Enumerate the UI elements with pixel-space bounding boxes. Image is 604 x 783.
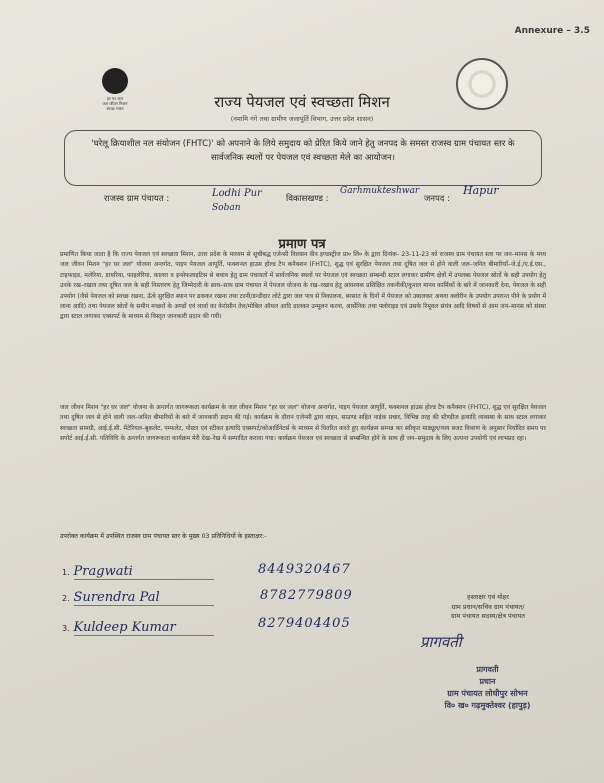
district-value: Hapur bbox=[463, 184, 499, 197]
rep-phone: 8449320467 bbox=[258, 562, 351, 577]
water-drop-icon bbox=[102, 68, 128, 94]
gram-panchayat-value-2: Soban bbox=[212, 203, 241, 213]
representative-row bbox=[62, 620, 214, 636]
rep-phone: 8782779809 bbox=[260, 588, 353, 603]
rep-signature: Kuldeep Kumar bbox=[74, 620, 214, 636]
representative-row bbox=[62, 564, 214, 580]
gram-panchayat-value: Lodhi Pur bbox=[212, 188, 262, 199]
signatory-label: हस्ताक्षर एवं मोहर ग्राम प्रधान/सचिव ग्राम पंचायत/ ग्राम पंचायत सदस्य/क्षेत्र पंचायत bbox=[451, 593, 525, 620]
certificate-paragraph-1: प्रमाणित किया जाता है कि राज्य पेयजल एवं स्वच्छता मिशन, उत्तर प्रदेश के माध्यम से सूचीबद्ध एजेन्सी विलसन वीन इण्डस्ट्रीज प्रा० लि० के द्वारा दिनांक- 23-11-23 को राजस्व ग्राम पंचायत स्तर पर जन–मानस के मध्य जल जीवन मिशन "हर घर जल" योजना अन्तर्गत, पाइप पेयजल आपूर्ति, फक्शनल हाउस होल्ड टैप कनैक्शन (FHTC), शुद्ध एवं सुरक्षित पेयजल तथा दूषित जल से होने वाली जल–जनित बीमारियाँ–जे.ई./ए.ई.एस., टाइफाइड, मलेरिया, डायरिया, फाइलेरिया, कालरा व इन्सेफलाइटिस से बचाव हेतु ग्राम पंचायतों में सार्वजनिक स्थलों पर पेयजल एवं स्वच्छता सम्बन्धी स्टाल लगाकर ग्रामीण क्षेत्रों में उपलब्ध पेयजल स्रोतों के सही उपयोग हेतु उनके रख–रखाव तथा दूषित जल के सही निस्तारण हेतु जिम्मेदारी के साथ–साथ ग्राम पंचायत में पेयजल योजना के रख–रखाव हेतु आवश्यक प्रशिक्षित तकनीकी/कुशल मानव कार्मिकों के बारे में जानकारी देना, पेयजल के सही उपयोग (जैसे पेयजल को स्वच्छ रखना, ऊँचे सुरक्षित स्थान पर ढककर रखना तथा टरनी/डन्डीदार लोटे द्वारा जल पात्र से निकालना, बरसात के दिनों में पेयजल को उबालकर अथवा क्लोरीन के उपयोग उपरान्त पीने के प्रयोग में लाना आदि) तथा पेयजल स्रोतों के समीप मच्छरों के अण्डों एवं लार्वा का केरोसीन तेल/मोबिल ऑयल आदि डालकर उन्मूलन करना, आर्सेनिक तथा फ्लोराइड एवं उसके रिमूवल संयंत्र आदि विषयों से आम जन–मानस को संस्था द्वारा स्टाल लगाकर एक्सपर्ट के माध्यम से विस्तृत जानकारी प्रदान की गयी। bbox=[60, 251, 546, 321]
rep-index: 2. bbox=[62, 594, 70, 603]
representatives-intro: उपरोक्त कार्यक्रम में उपस्थित राजस्व ग्राम पंचायत स्तर के मुख्य 03 प्रतिनिधियों के हस्ताक्षर:- bbox=[60, 533, 267, 540]
certificate-title: प्रमाण पत्र bbox=[278, 237, 326, 252]
rep-phone: 8279404405 bbox=[258, 616, 351, 631]
block-value: Garhmukteshwar bbox=[340, 186, 420, 196]
district-label: जनपद : bbox=[424, 194, 450, 204]
rep-index: 3. bbox=[62, 624, 70, 633]
rep-signature: Surendra Pal bbox=[74, 590, 214, 606]
rep-index: 1. bbox=[62, 568, 70, 577]
representative-row bbox=[62, 590, 214, 606]
logo-caption: हर घर जल जल जीवन मिशन स्वच्छ भारत bbox=[102, 96, 128, 111]
certificate-paragraph-2: जल जीवन मिशन "हर घर जल" योजना के अन्तर्गत जागरूकता कार्यक्रम के जल जीवन मिशन "हर घर जल" योजना अन्तर्गत, पाइप पेयजल आपूर्ति, फक्शनल हाउस होल्ड टैप कनैक्शन (FHTC), शुद्ध एवं सुरक्षित पेयजल तथा दूषित जल से होने वाली जल–जनित बीमारियों के बारे में जानकारी प्रदान की गई। कार्यक्रम के दौरान एजेन्सी द्वारा वाहन, साउण्ड सहित नाईक प्रचार, विभिन्न तरह की स्टैण्डीज इत्यादि व्यवस्था के साथ स्टाल लगाकर स्वच्छता सामग्री, आई.ई.सी. मैटेरियल–बुकलेट, पम्फलेट, पोस्टर एवं स्टीकर इत्यादि एक्सपर्ट/कोआर्डिनेटर्स के माध्यम से वितरित करते हुए कार्यक्रम सम्पन्न कर स्वीकृत माड्यूल/व्यय बजट विवरण के अनुसार निर्धारित समय पर सपोर्ट आई.ई.सी. गतिविधि के अन्तर्गत जागरूकता कार्यक्रम मेरी देख–रेख में सम्पादित कराया गया। कार्यक्रम पेयजल एवं स्वच्छता से सम्बन्धित होने के साथ ही जन–समुदाय के लिए अत्यन्त उपयोगी एवं लाभप्रद रहा। bbox=[60, 404, 546, 443]
page-subtitle: (नमामि गंगे तथा ग्रामीण जलापूर्ति विभाग, उत्तर प्रदेश शासन) bbox=[230, 115, 374, 123]
rep-signature: Pragwati bbox=[74, 564, 214, 580]
pradhan-signature: प्रागवती bbox=[420, 633, 462, 651]
page-title: राज्य पेयजल एवं स्वच्छता मिशन bbox=[214, 93, 390, 111]
gram-panchayat-label: राजस्व ग्राम पंचायत : bbox=[104, 194, 170, 204]
block-label: विकासखण्ड : bbox=[286, 194, 329, 204]
event-notice-box: 'घरेलू क्रियाशील नल संयोजन (FHTC)' को अपनाने के लिये समुदाय को प्रेरित किये जाने हेतु जनपद के समस्त राजस्व ग्राम पंचायत स्तर के सार्वजनिक स्थलों पर पेयजल एवं स्वच्छता मेले का आयोजन। bbox=[64, 130, 542, 186]
pradhan-stamp: प्रागवती प्रधान ग्राम पंचायत लोधीपुर सोभन वि० ख० गढ़मुक्तेश्वर (हापुड़) bbox=[444, 665, 531, 710]
annexure-label: Annexure – 3.5 bbox=[514, 26, 590, 36]
